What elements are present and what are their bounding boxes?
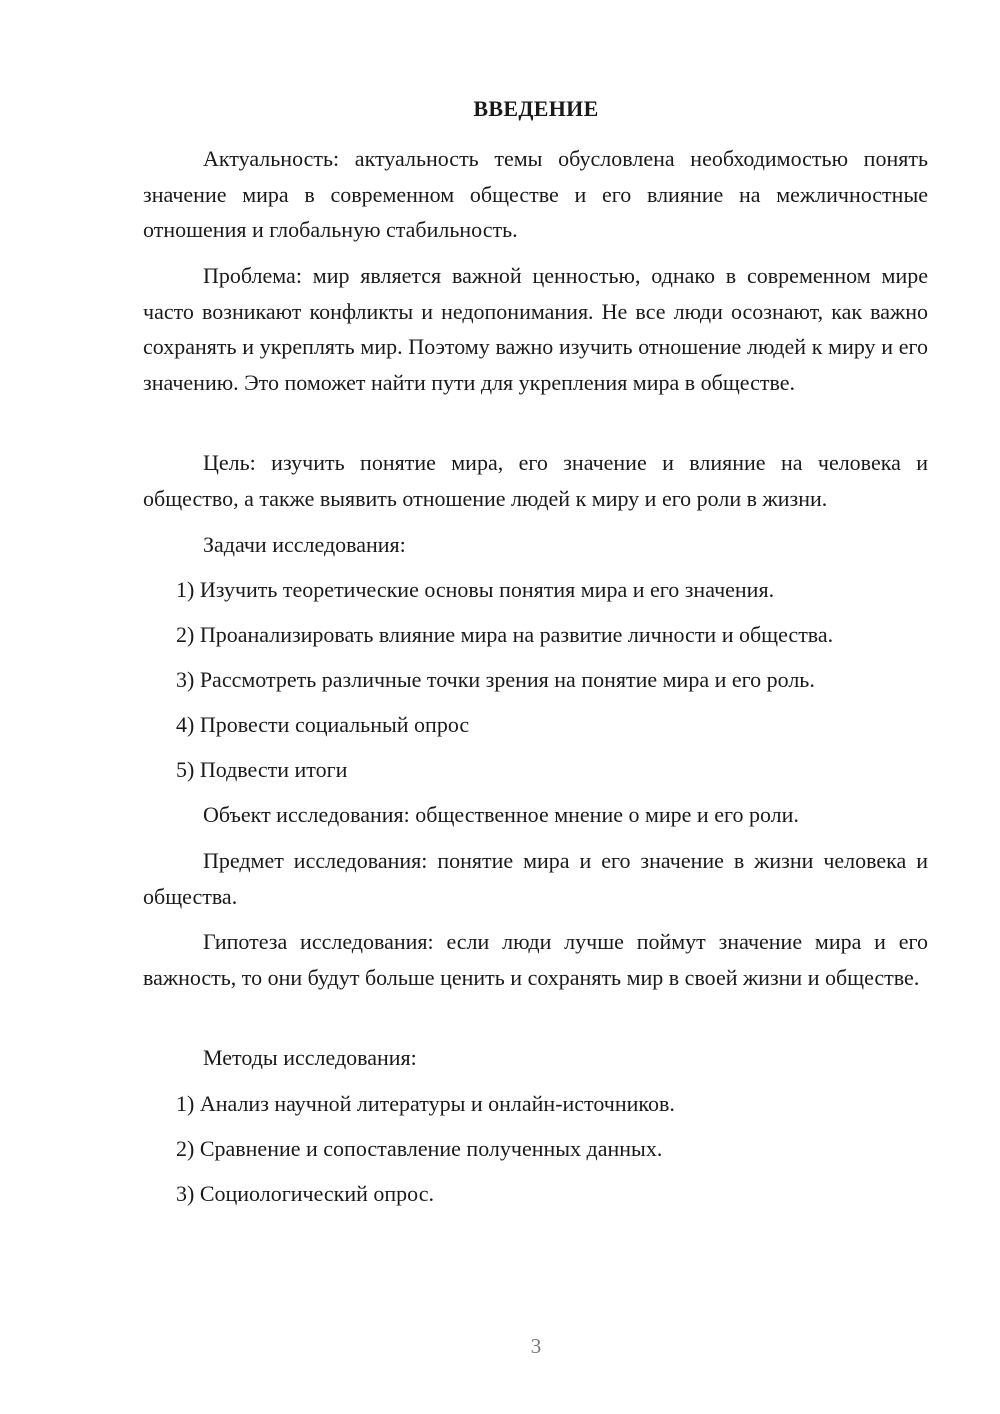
object-section <box>143 797 928 833</box>
tasks-heading: Задачи исследования: <box>203 532 406 557</box>
relevance-paragraph: Актуальность: актуальность темы обусловлена необходимостью понять значение мира в современном обществе и его влияние на межличностные отношения и глобальную стабильность. <box>143 146 928 242</box>
page-number: 3 <box>530 1334 542 1358</box>
methods-item-2-block <box>143 1131 928 1167</box>
tasks-item-1-block <box>143 572 928 608</box>
goal-paragraph: Цель: изучить понятие мира, его значение и влияние на человека и общество, а также выявить отношение людей к миру и его роли в жизни. <box>143 450 928 511</box>
hypothesis-paragraph: Гипотеза исследования: если люди лучше поймут значение мира и его важность, то они будут больше ценить и сохранять мир в своей жизни и обществе. <box>143 929 928 990</box>
tasks-item-2-block <box>143 617 928 653</box>
methods-heading-block <box>143 1040 928 1076</box>
methods-heading: Методы исследования: <box>203 1045 417 1070</box>
tasks-heading-block <box>143 527 928 563</box>
methods-item-1-block <box>143 1086 928 1122</box>
problem-paragraph: Проблема: мир является важной ценностью, однако в современном мире часто возникают конфликты и недопонимания. Не все люди осознают, как важно сохранять и укреплять мир. Поэтому важно изучить отношение людей к миру и его значению. Это поможет найти пути для укрепления мира в обществе. <box>143 263 928 395</box>
problem-section <box>143 258 928 400</box>
tasks-item-5-block <box>143 752 928 788</box>
methods-item-3-block <box>143 1176 928 1212</box>
list-item: 1) Анализ научной литературы и онлайн-источников. <box>176 1091 675 1116</box>
list-item: 2) Сравнение и сопоставление полученных данных. <box>176 1136 663 1161</box>
subject-section <box>143 843 928 914</box>
list-item: 1) Изучить теоретические основы понятия мира и его значения. <box>176 577 775 602</box>
tasks-item-3-block <box>143 662 928 698</box>
subject-paragraph: Предмет исследования: понятие мира и его значение в жизни человека и общества. <box>143 848 928 909</box>
list-item: 4) Провести социальный опрос <box>176 712 470 737</box>
list-item: 3) Рассмотреть различные точки зрения на понятие мира и его роль. <box>176 667 815 692</box>
page-title: ВВЕДЕНИЕ <box>473 96 599 121</box>
list-item: 2) Проанализировать влияние мира на развитие личности и общества. <box>176 622 834 647</box>
list-item: 3) Социологический опрос. <box>176 1181 434 1206</box>
list-item: 5) Подвести итоги <box>176 757 348 782</box>
hypothesis-section <box>143 924 928 995</box>
tasks-item-4-block <box>143 707 928 743</box>
relevance-section <box>143 141 928 248</box>
object-paragraph: Объект исследования: общественное мнение о мире и его роли. <box>203 802 799 827</box>
goal-section <box>143 445 928 516</box>
